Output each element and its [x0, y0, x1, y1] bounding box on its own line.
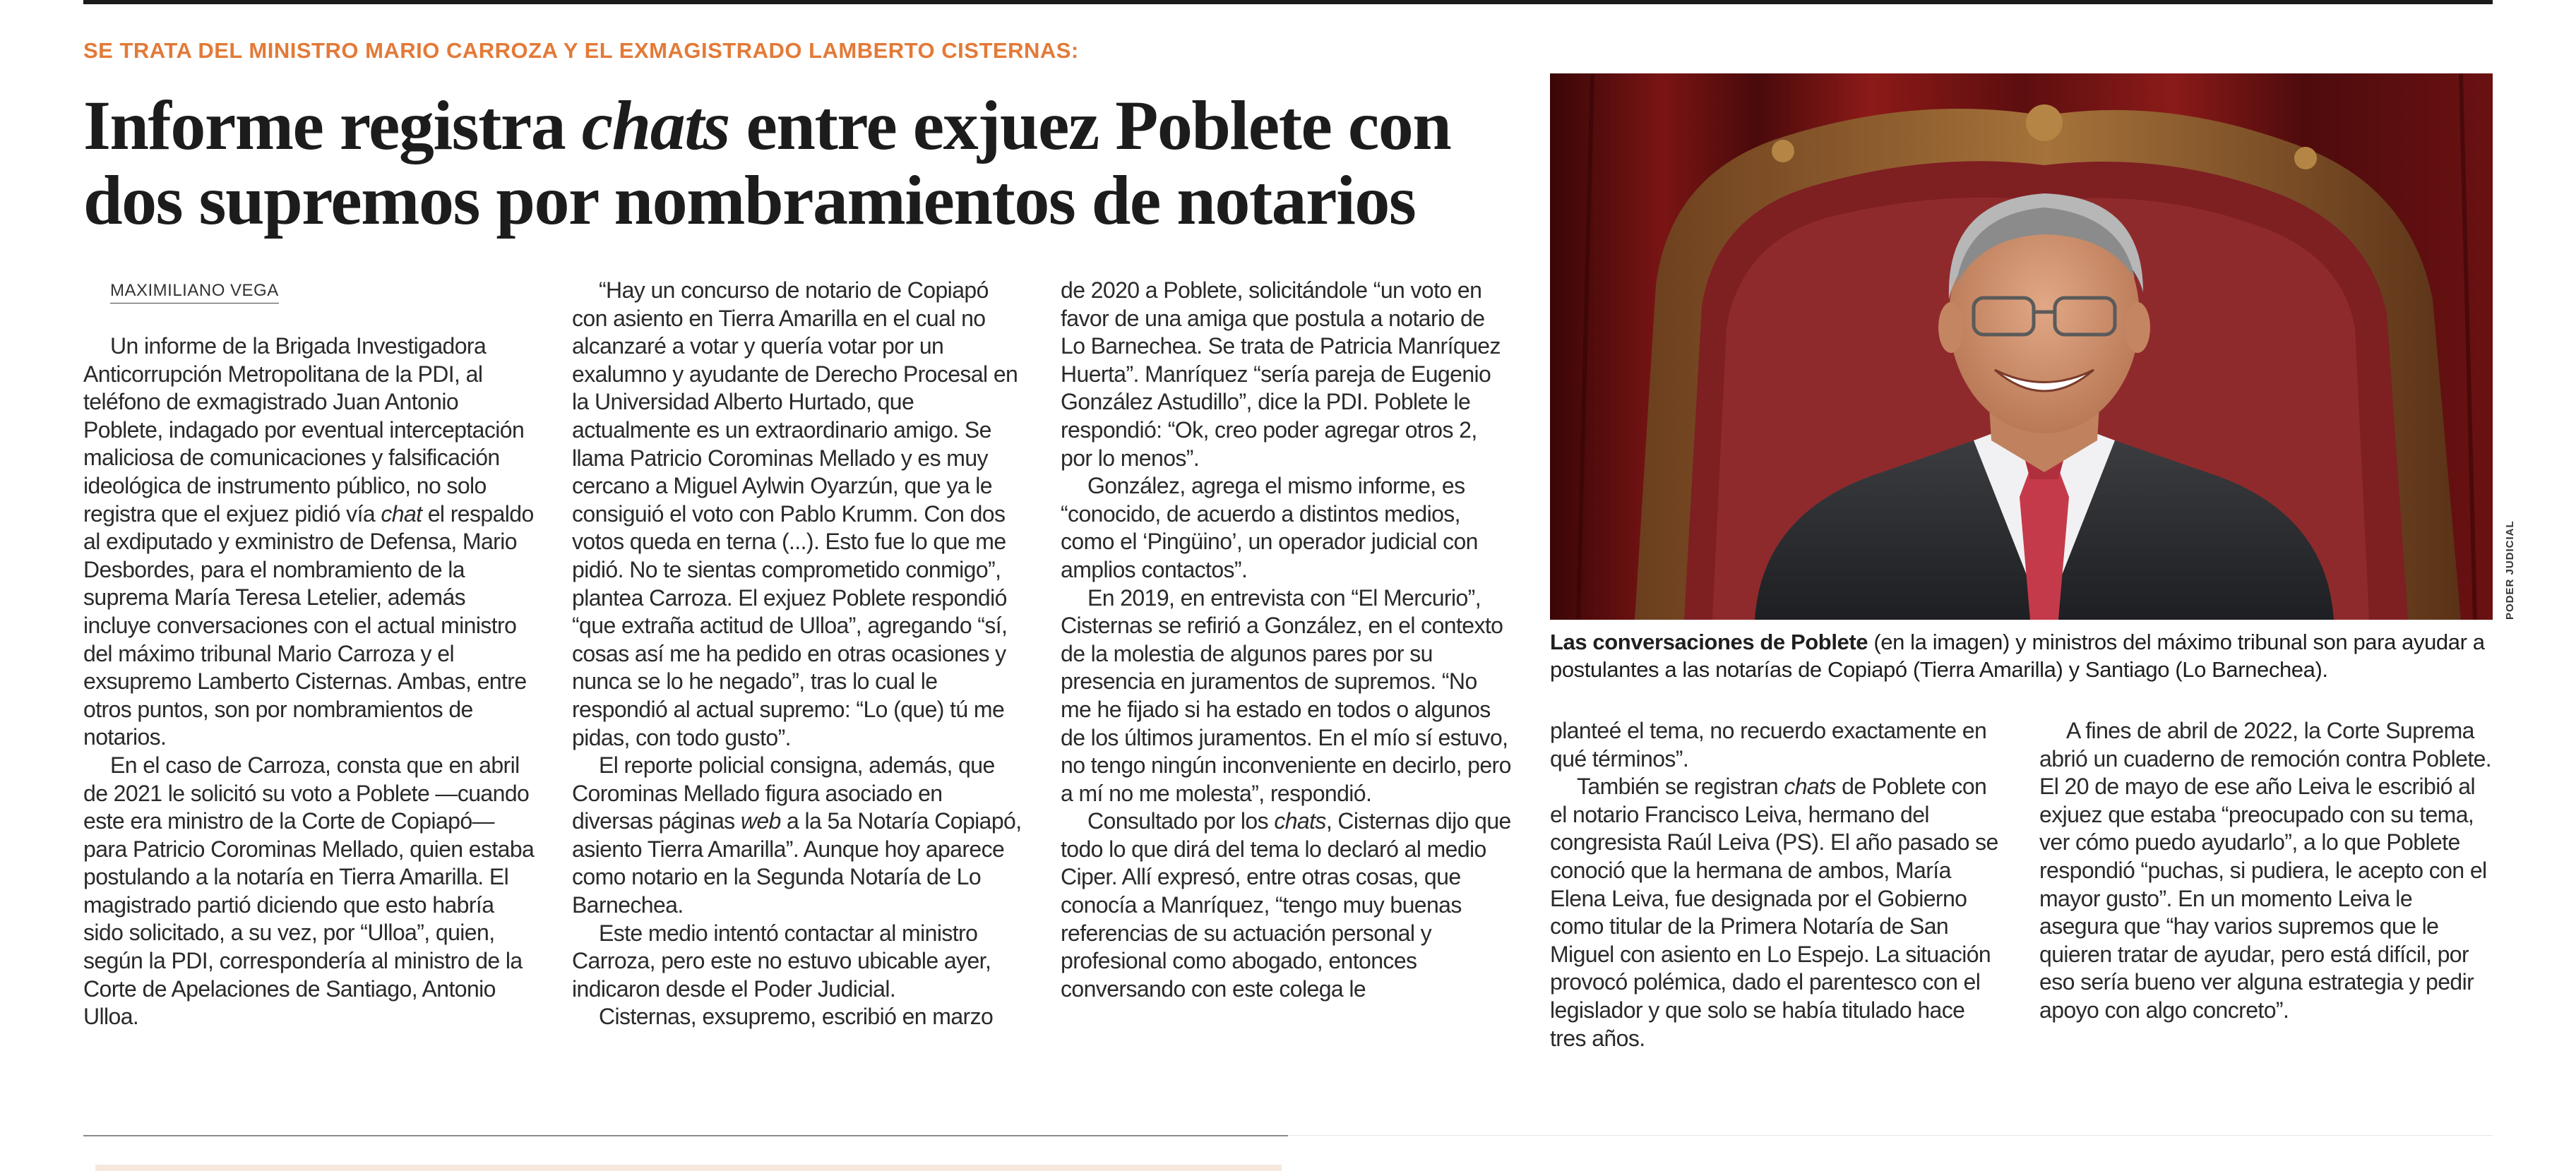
photo-caption: Las conversaciones de Poblete (en la imagen) y ministros del máximo tribunal son para ayudar a postulantes a las notarías de Copiapó (Tierra Amarilla) y Santiago (Lo Barnechea). — [1550, 630, 2485, 682]
article-column-1 — [83, 332, 535, 1031]
paragraph: de 2020 a Poblete, solicitándole “un voto en favor de una amiga que postula a notario de Lo Barnechea. Se trata de Patricia Manríquez Huerta”. Manríquez “sería pareja de Eugenio González Astudillo”, dice la PDI. Poblete le respondió: “Ok, creo poder agregar otros 2, por lo menos”. — [1061, 277, 1501, 471]
paragraph: En el caso de Carroza, consta que en abril de 2021 le solicitó su voto a Poblete —cuando este era ministro de la Corte de Copiapó— para Patricio Corominas Mellado, quien estaba postulando a la notaría en Tierra Amarilla. El magistrado partió diciendo que esto habría sido solicitado, a su vez, por “Ulloa”, quien, según la PDI, correspondería al ministro de la Corte de Apelaciones de Santiago, Antonio Ulloa. — [83, 752, 535, 1030]
article-column-2 — [572, 277, 1024, 1031]
byline: MAXIMILIANO VEGA — [110, 281, 279, 304]
paragraph: El reporte policial consigna, además, que Corominas Mellado figura asociado en diversas páginas web a la 5a Notaría Copiapó, asiento Tierra Amarilla”. Aunque hoy aparece como notario en la Segunda Notaría de Lo Barnechea. — [572, 752, 1022, 918]
article-column-4 — [1550, 717, 2002, 1052]
paragraph: González, agrega el mismo informe, es “conocido, de acuerdo a distintos medios, como el ‘Pingüino’, un operador judicial con amplios contactos”. — [1061, 473, 1478, 582]
paragraph: También se registran chats de Poblete con el notario Francisco Leiva, hermano del congresista Raúl Leiva (PS). El año pasado se conoció que la hermana de ambos, María Elena Leiva, fue designada por el Gobierno como titular de la Primera Notaría de San Miguel con asiento en Lo Espejo. La situación provocó polémica, dado el parentesco con el legislador y que solo se había titulado hace tres años. — [1550, 774, 1998, 1051]
bottom-rule — [83, 1135, 1288, 1136]
paragraph: Consultado por los chats, Cisternas dijo que todo lo que dirá del tema lo declaró al medio Ciper. Allí expresó, entre otras cosas, que conocía a Manríquez, “tengo muy buenas referencias de su actuación personal y profesional como abogado, entonces conversando con este colega le — [1061, 808, 1511, 1002]
paragraph: A fines de abril de 2022, la Corte Suprema abrió un cuaderno de remoción contra Poblete. El 20 de mayo de ese año Leiva le escribió al exjuez que estaba “preocupado con su tema, ver cómo puedo ayudarlo”, a lo que Poblete respondió “puchas, si pudiera, le acepto con el mayor gusto”. En un momento Leiva le asegura que “hay varios supremos que le quieren tratar de ayudar, pero está difícil, por eso sería bueno ver alguna estrategia y pedir apoyo con algo concreto”. — [2039, 718, 2492, 1023]
portrait-illustration — [1550, 73, 2493, 620]
bottom-rule-light — [1288, 1135, 2493, 1136]
headline-line-2: dos supremos por nombramientos de notarios — [83, 161, 1416, 239]
headline — [83, 88, 1517, 238]
paragraph: “Hay un concurso de notario de Copiapó con asiento en Tierra Amarilla en el cual no alcanzaré a votar y quería votar por un exalumno y ayudante de Derecho Procesal en la Universidad Alberto Hurtado, que actualmente es un extraordinario amigo. Se llama Patricio Corominas Mellado y es muy cercano a Miguel Aylwin Oyarzún, que ya le consiguió el voto con Pablo Krumm. Con dos votos queda en terna (...). Esto fue lo que me pidió. No te sientas comprometido conmigo”, plantea Carroza. El exjuez Poblete respondió “que extraña actitud de Ulloa”, agregando “sí, cosas así me ha pedido en otras ocasiones y nunca se lo he negado”, tras lo cual le respondió al actual supremo: “Lo (que) tú me pidas, con todo gusto”. — [572, 277, 1018, 750]
paragraph: planteé el tema, no recuerdo exactamente en qué términos”. — [1550, 718, 1987, 771]
paragraph: Este medio intentó contactar al ministro Carroza, pero este no estuvo ubicable ayer, indicaron desde el Poder Judicial. — [572, 920, 991, 1002]
headline-emphasis: chats — [581, 86, 729, 164]
kicker: SE TRATA DEL MINISTRO MARIO CARROZA Y EL EXMAGISTRADO LAMBERTO CISTERNAS: — [83, 38, 1079, 63]
headline-line-1: Informe registra chats entre exjuez Poblete con — [83, 86, 1451, 164]
paragraph: En 2019, en entrevista con “El Mercurio”, Cisternas se refirió a González, en el contexto de la molestia de algunos pares por su presencia en juramentos de supremos. “No me he fijado si ha estado en todos o algunos de los últimos juramentos. En el mío sí estuvo, no tengo ningún inconveniente en decirlo, pero a mí no me molesta”, respondió. — [1061, 584, 1511, 806]
portrait-photo — [1550, 73, 2493, 620]
paragraph: Cisternas, exsupremo, escribió en marzo — [599, 1004, 994, 1030]
article-column-5 — [2039, 717, 2493, 1025]
top-rule — [83, 0, 2493, 4]
article-column-3 — [1061, 277, 1513, 1003]
paragraph: Un informe de la Brigada Investigadora Anticorrupción Metropolitana de la PDI, al teléfono de exmagistrado Juan Antonio Poblete, indagado por eventual interceptación maliciosa de comunicaciones y falsificación ideológica de instrumento público, no solo registra que el exjuez pidió vía chat el respaldo al exdiputado y exministro de Defensa, Mario Desbordes, para el nombramiento de la suprema María Teresa Letelier, además incluye conversaciones con el actual ministro del máximo tribunal Mario Carroza y el exsupremo Lamberto Cisternas. Ambas, entre otros puntos, son por nombramientos de notarios. — [83, 333, 534, 750]
bottom-band — [95, 1165, 1282, 1171]
